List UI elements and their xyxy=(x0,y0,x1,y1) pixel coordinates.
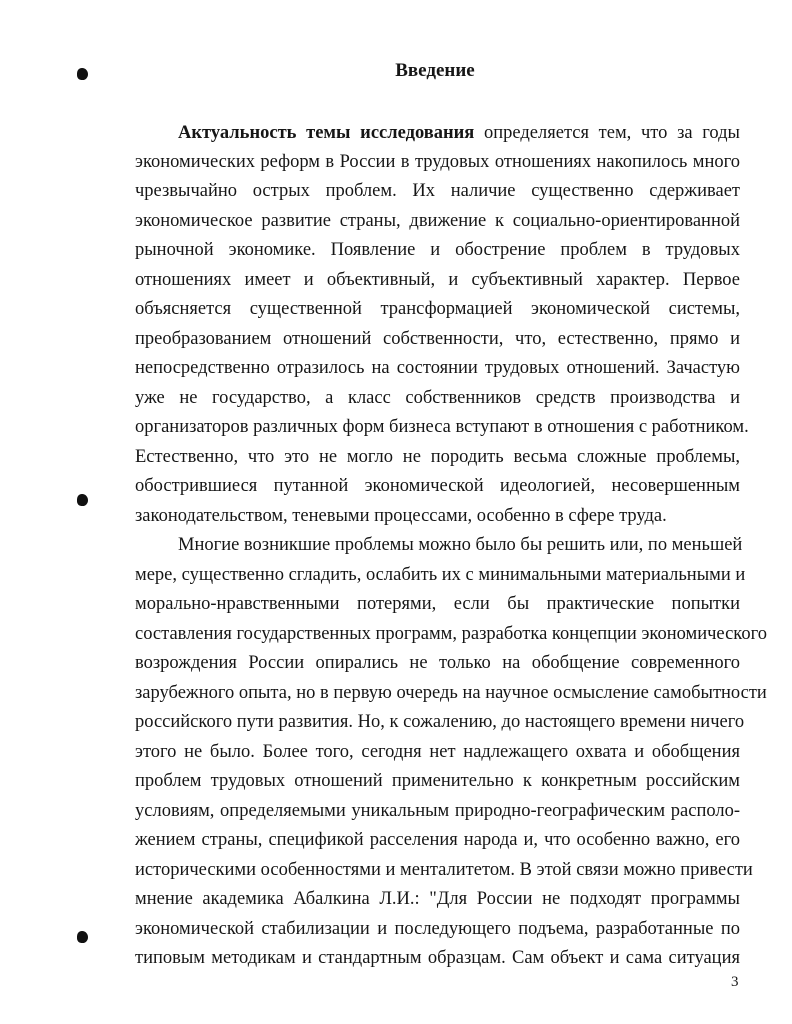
text-line: непосредственно отразилось на состоянии трудовых отношений. Зачастую xyxy=(135,358,740,378)
page-title: Введение xyxy=(395,60,475,81)
text-line: мнение академика Абалкина Л.И.: "Для России не подходят программы xyxy=(135,889,740,909)
text-line: морально-нравственными потерями, если бы практические попытки xyxy=(135,594,740,614)
text-line: составления государственных программ, разработка концепции экономического xyxy=(135,624,767,644)
text-line: Естественно, что это не могло не породить весьма сложные проблемы, xyxy=(135,447,740,467)
text-line: Актуальность темы исследования определяется тем, что за годы xyxy=(178,123,740,143)
text-line: обострившиеся путанной экономической идеологией, несовершенным xyxy=(135,476,740,496)
text-line: рыночной экономике. Появление и обострение проблем в трудовых xyxy=(135,240,740,260)
text-line: жением страны, спецификой расселения народа и, что особенно важно, его xyxy=(135,830,740,850)
lead-bold: Актуальность темы исследования xyxy=(178,123,475,143)
scan-mark-middle xyxy=(77,494,88,506)
scan-mark-bottom xyxy=(77,931,88,943)
text-line: этого не было. Более того, сегодня нет надлежащего охвата и обобщения xyxy=(135,742,740,762)
text-line: уже не государство, а класс собственников средств производства и xyxy=(135,388,740,408)
text-line: типовым методикам и стандартным образцам. Сам объект и сама ситуация xyxy=(135,948,740,968)
text-line: организаторов различных форм бизнеса вступают в отношения с работником. xyxy=(135,417,749,437)
text-line: условиям, определяемыми уникальным природно-географическим располо- xyxy=(135,801,740,821)
text-line: чрезвычайно острых проблем. Их наличие существенно сдерживает xyxy=(135,181,740,201)
text-line: отношениях имеет и объективный, и субъективный характер. Первое xyxy=(135,270,740,290)
text-line: объясняется существенной трансформацией экономической системы, xyxy=(135,299,740,319)
text-line: преобразованием отношений собственности, что, естественно, прямо и xyxy=(135,329,740,349)
text-line: проблем трудовых отношений применительно к конкретным российским xyxy=(135,771,740,791)
text-line: историческими особенностями и менталитетом. В этой связи можно привести xyxy=(135,860,753,880)
text-line: законодательством, теневыми процессами, особенно в сфере труда. xyxy=(135,506,667,526)
text-line: возрождения России опирались не только на обобщение современного xyxy=(135,653,740,673)
text-line: экономических реформ в России в трудовых отношениях накопилось много xyxy=(135,152,740,172)
text-line: Многие возникшие проблемы можно было бы решить или, по меньшей xyxy=(178,535,743,555)
page-number: 3 xyxy=(731,974,739,990)
text-line: экономической стабилизации и последующего подъема, разработанные по xyxy=(135,919,740,939)
text-line: российского пути развития. Но, к сожалению, до настоящего времени ничего xyxy=(135,712,745,732)
text-line: зарубежного опыта, но в первую очередь на научное осмысление самобытности xyxy=(135,683,767,703)
text-line: экономическое развитие страны, движение к социально-ориентированной xyxy=(135,211,740,231)
text-line: мере, существенно сгладить, ослабить их с минимальными материальными и xyxy=(135,565,746,585)
